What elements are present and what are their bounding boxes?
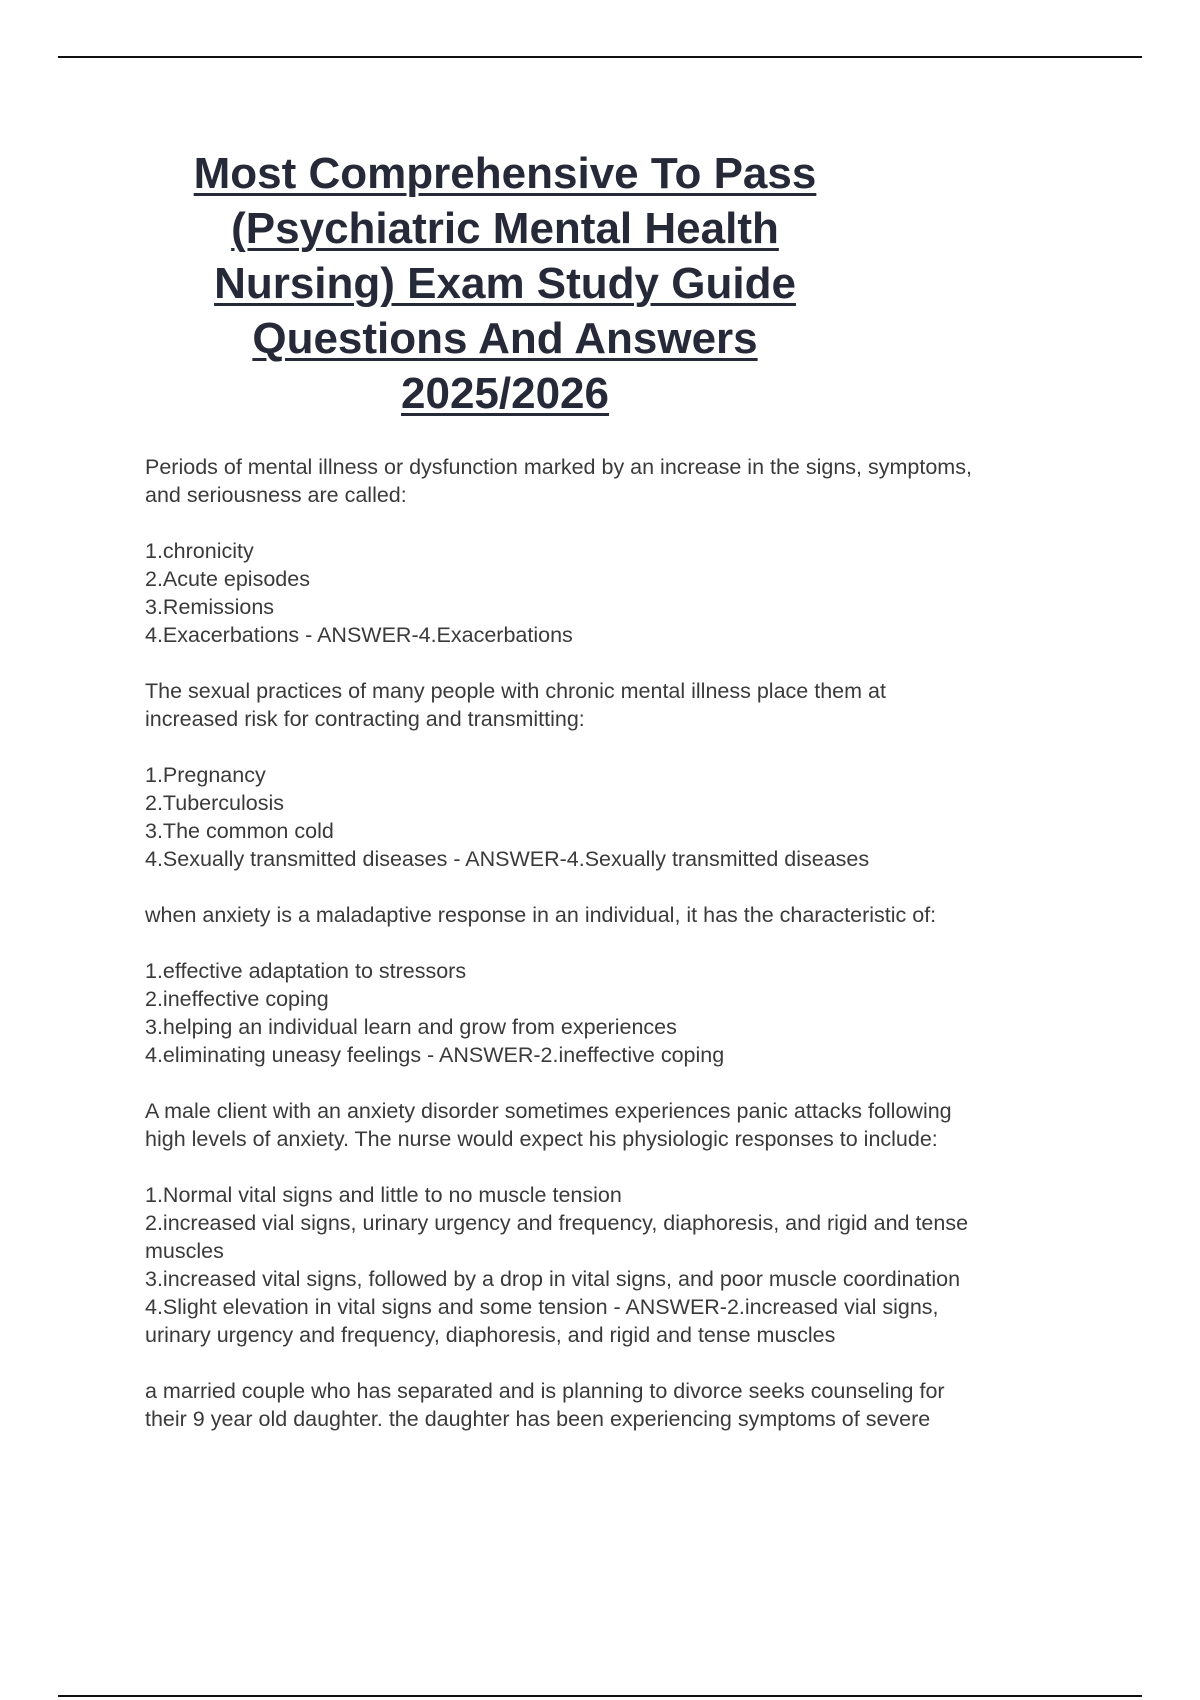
answer-option: 1.Pregnancy: [145, 763, 266, 787]
title-line: 2025/2026: [401, 369, 609, 418]
answer-option: 2.ineffective coping: [145, 987, 329, 1011]
answer-option: 2.increased vial signs, urinary urgency and frequency, diaphoresis, and rigid and tense: [145, 1211, 969, 1235]
answer-option: 3.helping an individual learn and grow from experiences: [145, 1015, 677, 1039]
bottom-rule: [58, 1695, 1142, 1697]
question-stem-line: a married couple who has separated and is planning to divorce seeks counseling for: [145, 1379, 945, 1403]
title-line: Questions And Answers: [252, 314, 758, 363]
answer-option: 2.Tuberculosis: [145, 791, 285, 815]
questions-list: [145, 453, 1095, 1461]
answer-option: 3.increased vital signs, followed by a drop in vital signs, and poor muscle coordination: [145, 1267, 961, 1291]
question-stem-line: high levels of anxiety. The nurse would expect his physiologic responses to include:: [145, 1127, 938, 1151]
question-block: [145, 901, 1095, 1069]
question-stem-line: Periods of mental illness or dysfunction marked by an increase in the signs, symptoms,: [145, 455, 972, 479]
answer-option: 3.Remissions: [145, 595, 275, 619]
title-line: Most Comprehensive To Pass: [193, 149, 817, 198]
answer-option: 1.chronicity: [145, 539, 254, 563]
question-block: [145, 1377, 1095, 1433]
question-stem-line: A male client with an anxiety disorder sometimes experiences panic attacks following: [145, 1099, 952, 1123]
question-stem-line: and seriousness are called:: [145, 483, 407, 507]
question-stem-line: their 9 year old daughter. the daughter has been experiencing symptoms of severe: [145, 1407, 931, 1431]
document-title: [150, 146, 860, 421]
top-rule: [58, 56, 1142, 58]
question-block: [145, 1097, 1095, 1349]
question-block: [145, 677, 1095, 873]
title-line: Nursing) Exam Study Guide: [214, 259, 796, 308]
answer-option: 3.The common cold: [145, 819, 334, 843]
question-stem-line: The sexual practices of many people with chronic mental illness place them at: [145, 679, 886, 703]
answer-option: 1.effective adaptation to stressors: [145, 959, 467, 983]
answer-option: 4.eliminating uneasy feelings - ANSWER-2.ineffective coping: [145, 1043, 725, 1067]
question-stem-line: increased risk for contracting and transmitting:: [145, 707, 585, 731]
answer-option: 4.Slight elevation in vital signs and some tension - ANSWER-2.increased vial signs,: [145, 1295, 939, 1319]
answer-option: urinary urgency and frequency, diaphoresis, and rigid and tense muscles: [145, 1323, 836, 1347]
question-block: [145, 453, 1095, 649]
answer-option: 2.Acute episodes: [145, 567, 310, 591]
answer-option: muscles: [145, 1239, 224, 1263]
answer-option: 1.Normal vital signs and little to no muscle tension: [145, 1183, 622, 1207]
question-stem-line: when anxiety is a maladaptive response in an individual, it has the characteristic of:: [145, 903, 937, 927]
answer-option: 4.Sexually transmitted diseases - ANSWER-4.Sexually transmitted diseases: [145, 847, 870, 871]
title-line: (Psychiatric Mental Health: [231, 204, 779, 253]
answer-option: 4.Exacerbations - ANSWER-4.Exacerbations: [145, 623, 573, 647]
